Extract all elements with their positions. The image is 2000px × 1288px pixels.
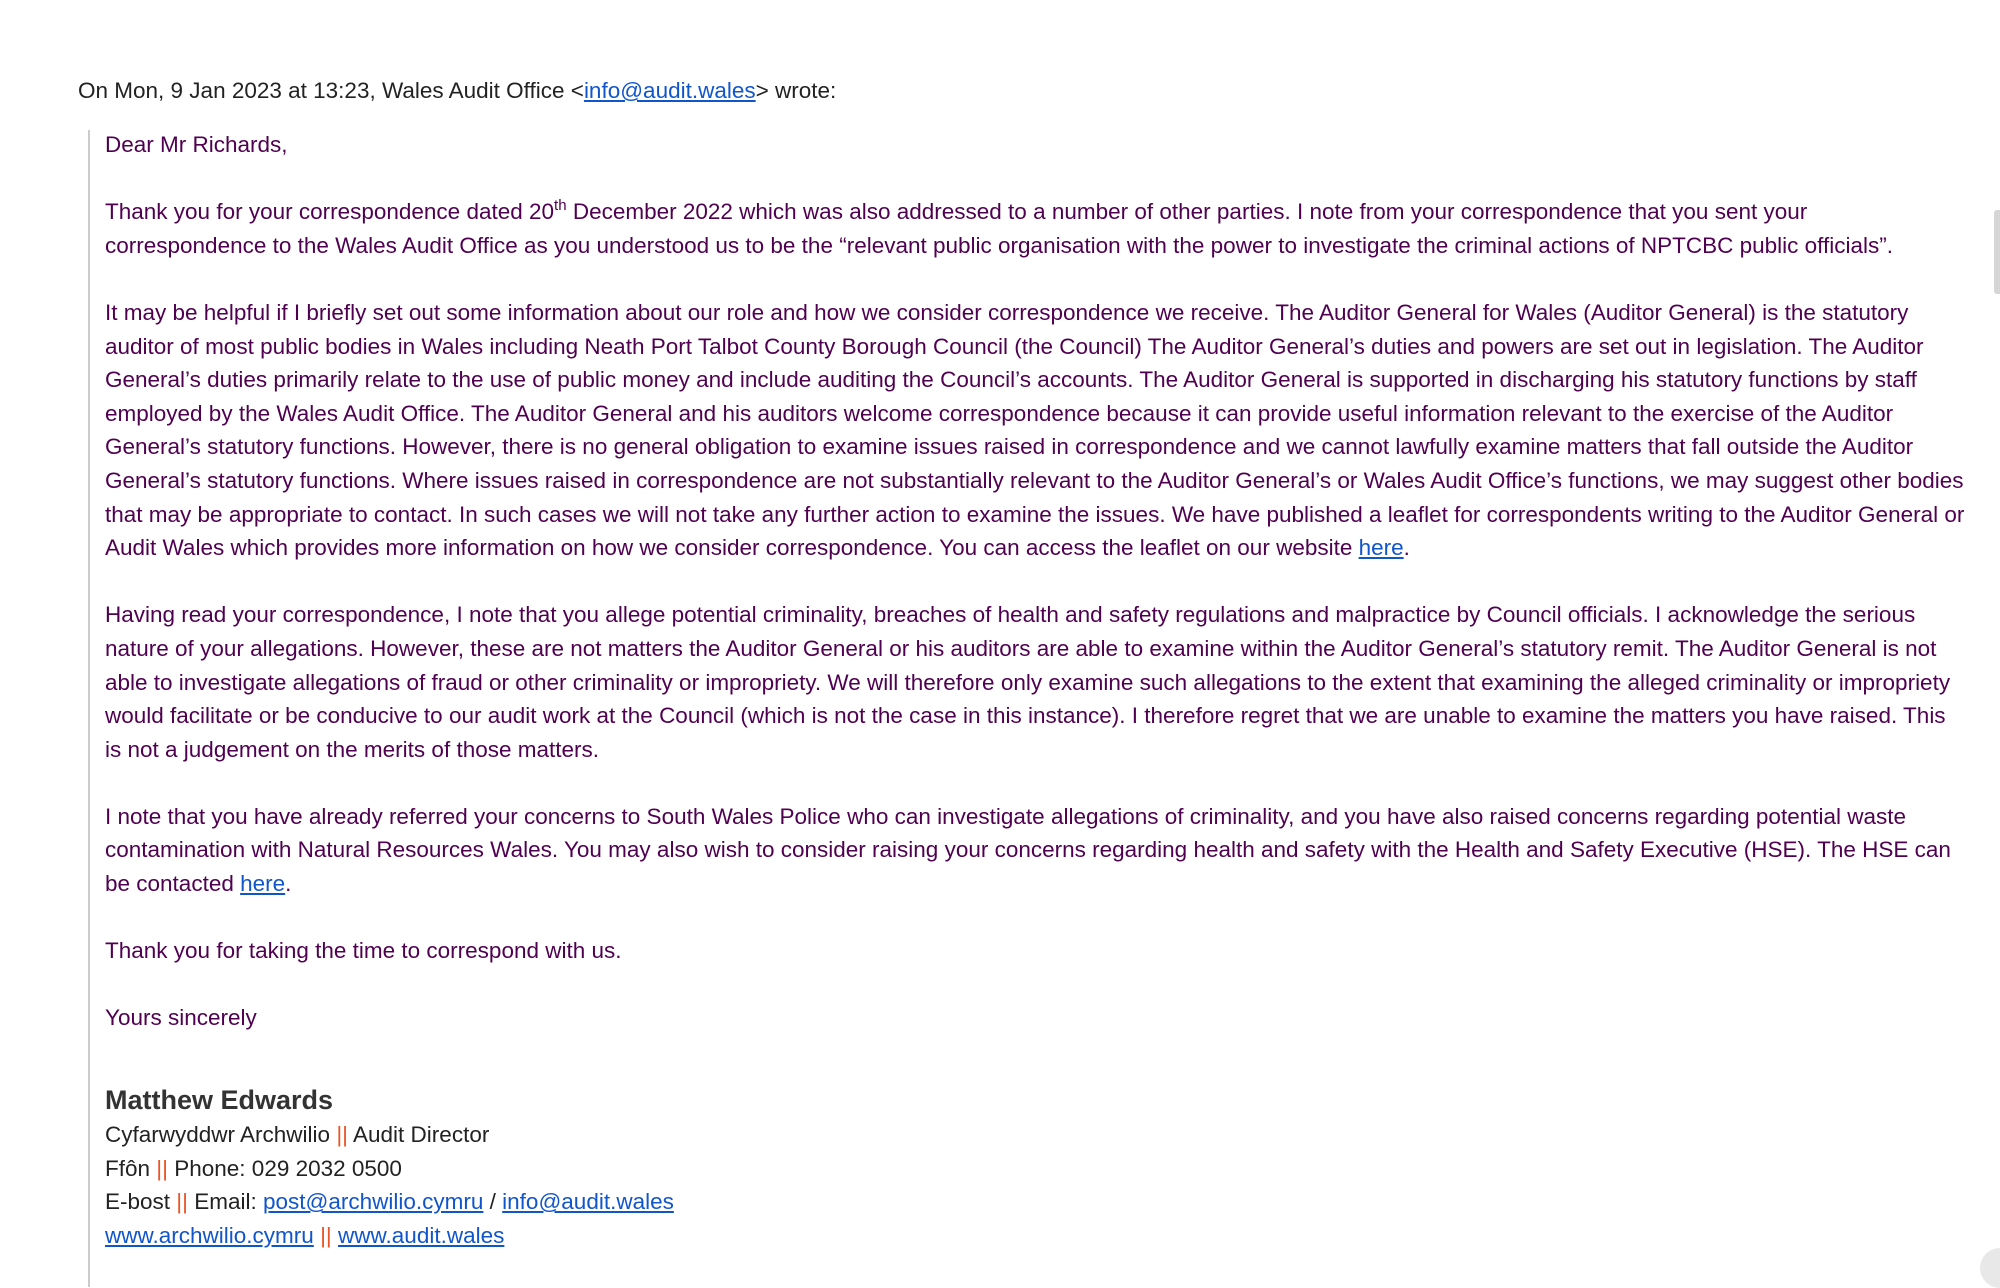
signature-block — [105, 1082, 674, 1252]
paragraph-2-end: . — [1403, 535, 1410, 561]
separator: || — [176, 1189, 188, 1215]
separator: || — [336, 1122, 349, 1147]
paragraph-1 — [105, 195, 1965, 262]
phone-number: Phone: 029 2032 0500 — [167, 1155, 402, 1181]
paragraph-5: Thank you for taking the time to correspond with us. — [105, 938, 622, 964]
email-link-english[interactable]: info@audit.wales — [502, 1189, 674, 1215]
email-label: Email: — [187, 1189, 263, 1215]
signature-name: Matthew Edwards — [105, 1085, 334, 1115]
paragraph-2 — [105, 296, 1965, 565]
ordinal-suffix: th — [554, 196, 567, 214]
closing: Yours sincerely — [105, 1005, 257, 1031]
paragraph-3: Having read your correspondence, I note that you allege potential criminality, breaches of health and safety regulations and malpractice by Council officials. I acknowledge the serious nature of your allegations. However, these are not matters the Auditor General or his auditors are able to examine within the Auditor General’s statutory remit. The Auditor General is not able to investigate allegations of fraud or other criminality or impropriety. We will therefore only examine such allegations to the extent that examining the alleged criminality or impropriety would facilitate or be conducive to our audit work at the Council (which is not the case in this instance). I therefore regret that we are unable to examine the matters you have raised. This is not a judgement on the merits of those matters. — [105, 602, 1951, 762]
quote-attribution — [78, 76, 836, 106]
signature-title — [105, 1118, 674, 1152]
title-welsh: Cyfarwyddwr Archwilio — [105, 1122, 337, 1147]
email-link-welsh[interactable]: post@archwilio.cymru — [263, 1189, 484, 1215]
paragraph-4-end: . — [285, 871, 292, 897]
quote-bar — [88, 130, 90, 1287]
paragraph-1-rest: December 2022 which was also addressed to a number of other parties. I note from your correspondence that you sent your correspondence to the Wales Audit Office as you understood us to be the “relevant public organisation with the power to investigate the criminal actions of NPTCBC public officials”. — [105, 199, 1894, 258]
title-english: Audit Director — [348, 1122, 490, 1147]
signature-phone — [105, 1152, 674, 1186]
website-link-english[interactable]: www.audit.wales — [338, 1222, 505, 1248]
scrollbar-track[interactable] — [1992, 0, 2000, 1287]
separator: || — [156, 1155, 168, 1181]
greeting: Dear Mr Richards, — [105, 132, 288, 157]
sender-email-link[interactable]: info@audit.wales — [583, 78, 756, 103]
scrollbar-thumb[interactable] — [1994, 210, 2000, 294]
signature-email — [105, 1185, 674, 1219]
attribution-suffix: > wrote: — [755, 78, 837, 103]
paragraph-1-start: Thank you for your correspondence dated 20 — [105, 199, 555, 225]
separator: || — [320, 1222, 332, 1248]
email-slash: / — [483, 1189, 503, 1215]
quoted-body — [105, 128, 1965, 1069]
hse-link[interactable]: here — [240, 871, 286, 897]
paragraph-2-text: It may be helpful if I briefly set out some information about our role and how we consider correspondence we receive. The Auditor General for Wales (Auditor General) is the statutory auditor of most public bodies in Wales including Neath Port Talbot County Borough Council (the Council) The Auditor General’s duties and powers are set out in legislation. The Auditor General’s duties primarily relate to the use of public money and include auditing the Council’s accounts. The Auditor General is supported in discharging his statutory functions by staff employed by the Wales Audit Office. The Auditor General and his auditors welcome correspondence because it can provide useful information relevant to the exercise of the Auditor General’s statutory functions. However, there is no general obligation to examine issues raised in correspondence and we cannot lawfully examine matters that fall outside the Auditor General’s statutory functions. Where issues raised in correspondence are not substantially relevant to the Auditor General’s or Wales Audit Office’s functions, we may suggest other bodies that may be appropriate to contact. In such cases we will not take any further action to examine the issues. We have published a leaflet for correspondents writing to the Auditor General or Audit Wales which provides more information on how we consider correspondence. You can access the leaflet on our website — [105, 299, 1965, 561]
email-welsh: E-bost — [105, 1189, 177, 1215]
signature-websites — [105, 1219, 674, 1253]
website-link-welsh[interactable]: www.archwilio.cymru — [105, 1222, 314, 1248]
paragraph-4-text: I note that you have already referred your concerns to South Wales Police who can investigate allegations of criminality, and you have also raised concerns regarding potential waste contamination with Natural Resources Wales. You may also wish to consider raising your concerns regarding health and safety with the Health and Safety Executive (HSE). The HSE can be contacted — [105, 803, 1951, 897]
paragraph-4 — [105, 800, 1965, 901]
phone-welsh: Ffôn — [105, 1155, 157, 1181]
leaflet-link[interactable]: here — [1358, 535, 1404, 561]
scroll-button[interactable] — [1980, 1248, 2000, 1288]
attribution-prefix: On Mon, 9 Jan 2023 at 13:23, Wales Audit Office < — [78, 78, 584, 103]
